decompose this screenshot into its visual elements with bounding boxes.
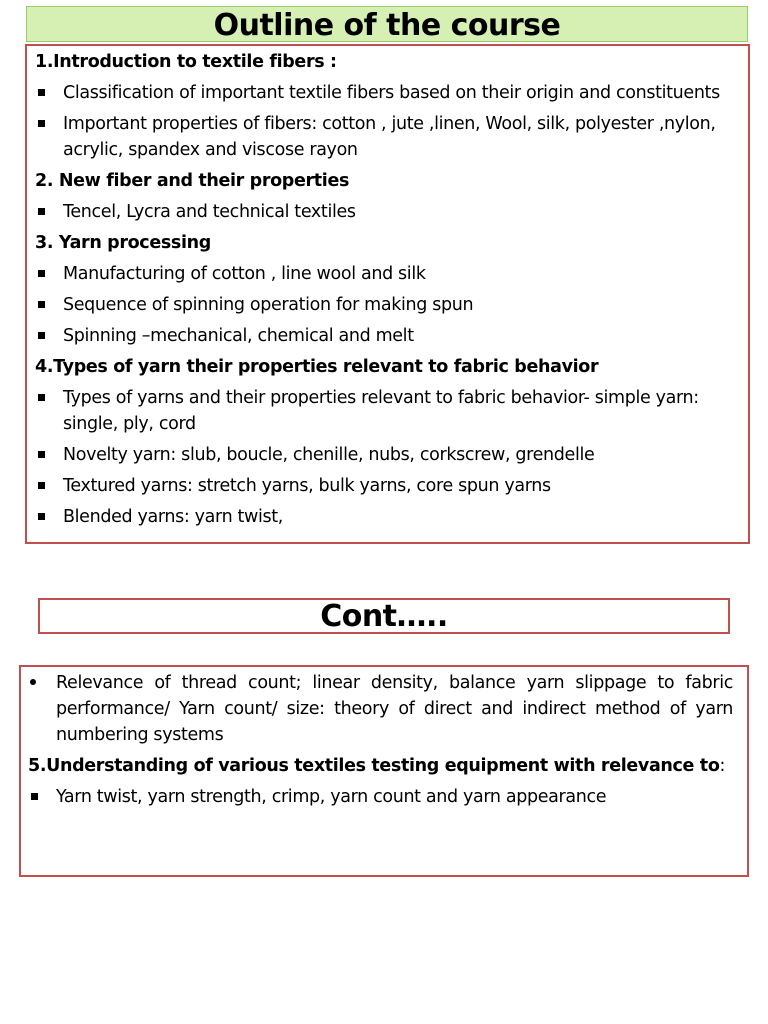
square-bullet-icon — [38, 394, 45, 401]
list-item-text: Sequence of spinning operation for making spun — [63, 295, 474, 315]
section-heading-5-colon: : — [719, 756, 726, 776]
list-item-text: Tencel, Lycra and technical textiles — [63, 202, 356, 222]
list-item — [35, 111, 740, 163]
continuation-box — [19, 665, 749, 877]
continuation-content — [21, 667, 747, 810]
list-item — [35, 442, 740, 468]
square-bullet-icon — [31, 793, 38, 800]
list-item — [35, 80, 740, 106]
list-item — [28, 670, 733, 748]
list-item-text: Textured yarns: stretch yarns, bulk yarns, core spun yarns — [63, 476, 551, 496]
section-heading-1: 1.Introduction to textile fibers : — [35, 52, 337, 72]
list-item-text: Yarn twist, yarn strength, crimp, yarn count and yarn appearance — [56, 787, 607, 807]
section-heading-3: 3. Yarn processing — [35, 233, 211, 253]
title-banner — [26, 6, 748, 42]
square-bullet-icon — [38, 332, 45, 339]
list-item-text: Novelty yarn: slub, boucle, chenille, nubs, corkscrew, grendelle — [63, 445, 595, 465]
section-heading-5 — [28, 753, 733, 779]
page-title: Outline of the course — [213, 8, 561, 43]
section-heading-4: 4.Types of yarn their properties relevant to fabric behavior — [35, 357, 599, 377]
list-item — [35, 385, 740, 437]
section-heading-5-text: 5.Understanding of various textiles testing equipment with relevance to — [28, 756, 720, 776]
list-item-text: Blended yarns: yarn twist, — [63, 507, 284, 527]
square-bullet-icon — [38, 451, 45, 458]
list-item — [35, 504, 740, 530]
list-item — [28, 784, 733, 810]
list-item — [35, 473, 740, 499]
outline-box — [25, 44, 750, 544]
list-item-text: Spinning –mechanical, chemical and melt — [63, 326, 414, 346]
square-bullet-icon — [38, 482, 45, 489]
square-bullet-icon — [38, 208, 45, 215]
list-item-text: Manufacturing of cotton , line wool and silk — [63, 264, 426, 284]
square-bullet-icon — [38, 270, 45, 277]
list-item — [35, 323, 740, 349]
section-heading-2: 2. New fiber and their properties — [35, 171, 350, 191]
round-bullet-icon — [30, 679, 36, 685]
list-item-text: Classification of important textile fibers based on their origin and constituents — [63, 83, 720, 103]
list-item — [35, 199, 740, 225]
list-item-text: Types of yarns and their properties relevant to fabric behavior- simple yarn: single, ply, cord — [63, 388, 699, 434]
cont-title: Cont….. — [320, 599, 448, 634]
square-bullet-icon — [38, 513, 45, 520]
list-item-text: Important properties of fibers: cotton , jute ,linen, Wool, silk, polyester ,nylon, acrylic, spandex and viscose rayon — [63, 114, 716, 160]
list-item — [35, 292, 740, 318]
square-bullet-icon — [38, 301, 45, 308]
list-item — [35, 261, 740, 287]
outline-content — [27, 46, 748, 530]
square-bullet-icon — [38, 89, 45, 96]
cont-title-box — [38, 598, 730, 634]
square-bullet-icon — [38, 120, 45, 127]
list-item-text: Relevance of thread count; linear density, balance yarn slippage to fabric performance/ Yarn count/ size: theory of direct and indirect method of yarn numbering systems — [56, 673, 733, 745]
